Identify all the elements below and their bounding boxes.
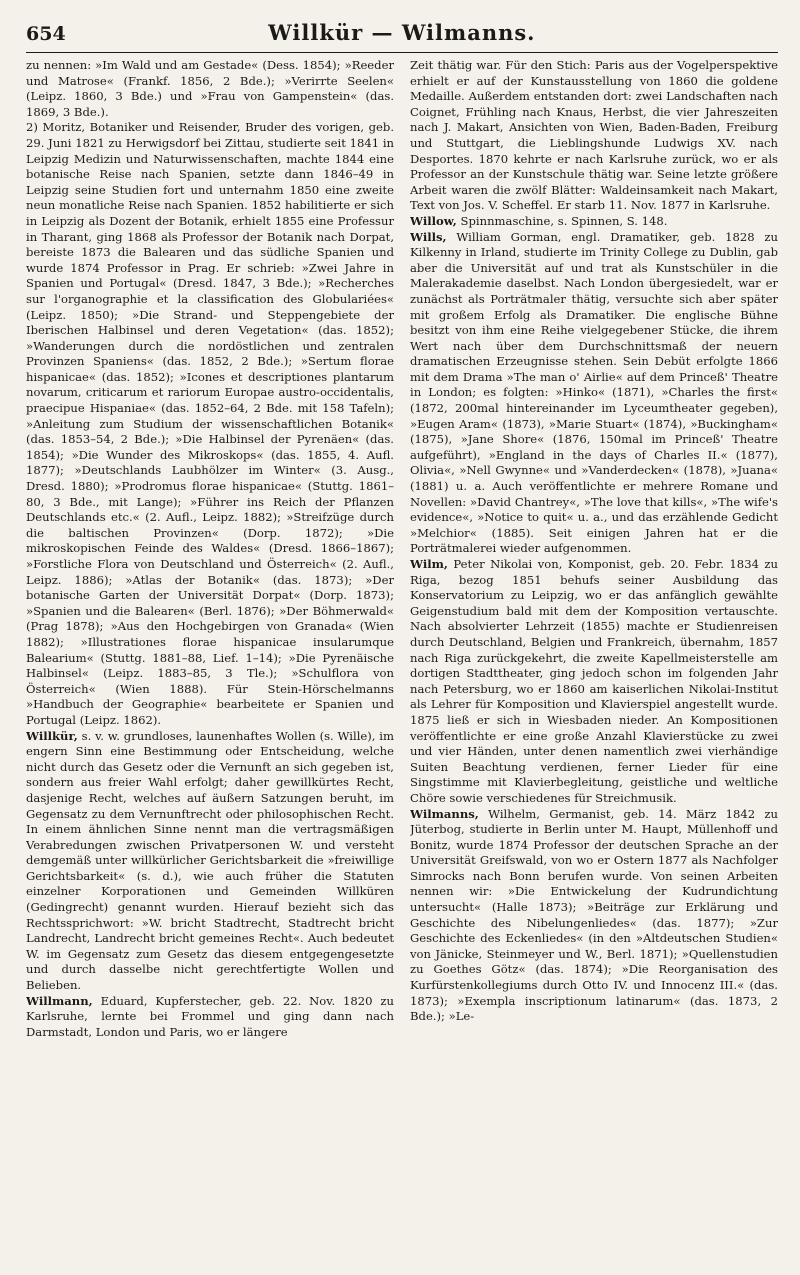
page-header [26, 20, 778, 50]
entry-text: Spinnmaschine, s. Spinnen, S. 148. [456, 213, 668, 228]
entry-text: 2) Moritz, Botaniker und Reisender, Bruder des vorigen, geb. 29. Juni 1821 zu Herwigsdorf bei Zittau, studierte seit 1841 in Leipzig Medizin und Naturwissenschaften, machte 1844 eine botanische Reise nach Spanien, setzte dann 1846–49 in Leipzig seine Studien fort und unternahm 1850 eine zweite neun monatliche Reise nach Spanien. 1852 habilitierte er sich in Leipzig als Dozent der Botanik, erhielt 1855 eine Professur in Tharant, ging 1868 als Professor der Botanik nach Dorpat, bereiste 1873 die Balearen und das südliche Spanien und wurde 1874 Professor in Prag. Er schrieb: »Zwei Jahre in Spanien und Portugal« (Dresd. 1847, 3 Bde.); »Recherches sur l'organographie et la classification des Globulariées« (Leipz. 1850); »Die Strand- und Steppengebiete der Iberischen Halbinsel und deren Vegetation« (das. 1852); »Wanderungen durch die nordöstlichen und zentralen Provinzen Spaniens« (das. 1852, 2 Bde.); »Sertum florae hispanicae« (das. 1852); »Icones et descriptiones plantarum novarum, criticarum et rariorum Europae austro-occidentalis, praecipue Hispaniae« (das. 1852–64, 2 Bde. mit 158 Tafeln); »Anleitung zum Studium der wissenschaftlichen Botanik« (das. 1853–54, 2 Bde.); »Die Halbinsel der Pyrenäen« (das. 1854); »Die Wunder des Mikroskops« (das. 1855, 4. Aufl. 1877); »Deutschlands Laubhölzer im Winter« (3. Ausg., Dresd. 1880); »Prodromus florae hispanicae« (Stuttg. 1861–80, 3 Bde., mit Lange); »Führer ins Reich der Pflanzen Deutschlands etc.« (2. Aufl., Leipz. 1882); »Streifzüge durch die baltischen Provinzen« (Dorp. 1872); »Die mikroskopischen Feinde des Waldes« (Dresd. 1866–1867); »Forstliche Flora von Deutschland und Österreich« (2. Aufl., Leipz. 1886); »Atlas der Botanik« (das. 1873); »Der botanische Garten der Universität Dorpat« (Dorp. 1873); »Spanien und die Balearen« (Berl. 1876); »Der Böhmerwald« (Prag 1878); »Aus den Hochgebirgen von Granada« (Wien 1882); »Illustrationes florae hispanicae insularumque Balearium« (Stuttg. 1881–88, Lief. 1–14); »Die Pyrenäische Halbinsel« (Leipz. 1883–85, 3 Tle.); »Schulflora von Österreich« (Wien 1888). Für Stein-Hörschelmanns »Handbuch der Geographie« bearbeitete er Spanien und Portugal (Leipz. 1862). [26, 120, 394, 727]
entry-willkuer [26, 729, 394, 994]
left-column [26, 58, 394, 1267]
entry-wilmanns [410, 807, 778, 1025]
headword: Wilmanns, [410, 806, 479, 821]
text-columns [26, 58, 778, 1267]
entry-text: Zeit thätig war. Für den Stich: Paris aus der Vogelperspektive erhielt er auf der Kunstausstellung von 1860 die goldene Medaille. Außerdem entstanden dort: zwei Landschaften nach Coignet, Frühling nach Knaus, Herbst, die vier Jahreszeiten nach J. Makart, Ansichten von Wien, Baden-Baden, Freiburg und Stuttgart, die Lieblingshunde Ludwigs XV. nach Desportes. 1870 kehrte er nach Karlsruhe zurück, wo er als Professor an der Kunstschule thätig war. Seine letzte größere Arbeit waren die zwölf Blätter: Waldeinsamkeit nach Makart, Text von Jos. V. Scheffel. Er starb 11. Nov. 1877 in Karlsruhe. [410, 58, 778, 213]
headword: Wilm, [410, 557, 448, 571]
headword: Willow, [410, 213, 457, 228]
headword: Willkür, [26, 728, 78, 743]
entry-text: Eduard, Kupferstecher, geb. 22. Nov. 1820 zu Karlsruhe, lernte bei Frommel und ging dann nach Darmstadt, London und Paris, wo er längere [26, 993, 394, 1039]
entry-willow [410, 214, 778, 230]
headword: Willmann, [26, 993, 93, 1008]
header-rule [26, 52, 778, 53]
running-title: Willkür — Wilmanns. [268, 20, 536, 45]
entry-continuation [410, 58, 778, 214]
entry-willmann [26, 994, 394, 1041]
entry-willkomm-moritz [26, 120, 394, 728]
entry-wills [410, 230, 778, 557]
entry-continuation [26, 58, 394, 120]
entry-text: William Gorman, engl. Dramatiker, geb. 1828 zu Kilkenny in Irland, studierte im Trinity College zu Dublin, gab aber die Universität auf und trat als Kunstschüler in die Malerakademie daselbst. Nach London übergesiedelt, war er zunächst als Porträtmaler thätig, versuchte sich aber später mit großem Erfolg als Dramatiker. Die englische Bühne besitzt von ihm eine Reihe vielgegebener Stücke, die ihrem Wert nach über dem Durchschnittsmaß der neuern dramatischen Erzeugnisse stehen. Sein Debüt erfolgte 1866 mit dem Drama »The man o' Airlie« auf dem Princeß' Theatre in London; es folgten: »Hinko« (1871), »Charles the first« (1872, 200mal hintereinander im Lyceumtheater gegeben), »Eugen Aram« (1873), »Marie Stuart« (1874), »Buckingham« (1875), »Jane Shore« (1876, 150mal im Princeß' Theatre aufgeführt), »England in the days of Charles II.« (1877), Olivia«, »Nell Gwynne« und »Vanderdecken« (1878), »Juana« (1881) u. a. Auch veröffentlichte er mehrere Romane und Novellen: »David Chantrey«, »The love that kills«, »The wife's evidence«, »Notice to quit« u. a., und das erzählende Gedicht »Melchior« (1885). Seit einigen Jahren hat er die Porträtmalerei wieder aufgenommen. [410, 229, 778, 556]
entry-text: Peter Nikolai von, Komponist, geb. 20. Febr. 1834 zu Riga, bezog 1851 behufs seiner Ausbildung das Konservatorium zu Leipzig, wo er das anfänglich gewählte Geigenstudium bald mit dem der Komposition vertauschte. Nach absolvierter Lehrzeit (1855) machte er Studienreisen durch Deutschland, Belgien und Frankreich, übernahm, 1857 nach Riga zurückgekehrt, die zweite Kapellmeisterstelle am dortigen Stadttheater, ging jedoch schon im folgenden Jahr nach Petersburg, wo er 1860 am kaiserlichen Nikolai-Institut als Lehrer für Komposition und Klavierspiel angestellt wurde. 1875 ließ er sich in Wiesbaden nieder. An Kompositionen veröffentlichte er eine große Anzahl Klavierstücke zu zwei und vier Händen, unter denen namentlich zwei vierhändige Suiten Beachtung verdienen, ferner Lieder für eine Singstimme mit Klavierbegleitung, geistliche und weltliche Chöre sowie verschiedenes für Streichmusik. [410, 557, 778, 805]
entry-wilm [410, 557, 778, 807]
page-number: 654 [26, 23, 66, 45]
entry-text: zu nennen: »Im Wald und am Gestade« (Dess. 1854); »Reeder und Matrose« (Frankf. 1856, 2 Bde.); »Verirrte Seelen« (Leipz. 1860, 3 Bde.) und »Frau von Gampenstein« (das. 1869, 3 Bde.). [26, 58, 394, 119]
headword: Wills, [410, 229, 447, 244]
entry-text: s. v. w. grundloses, launenhaftes Wollen (s. Wille), im engern Sinn eine Bestimmung oder Entscheidung, welche nicht durch das Gesetz oder die Vernunft an sich gegeben ist, sondern aus freier Wahl erfolgt; daher gewillkürtes Recht, dasjenige Recht, welches auf äußern Satzungen beruht, im Gegensatz zu dem Vernunftrecht oder philosophischen Recht. In einem ähnlichen Sinne nennt man die vertragsmäßigen Verabredungen zwischen Privatpersonen W. und versteht demgemäß unter willkürlicher Gerichtsbarkeit die »freiwillige Gerichtsbarkeit« (s. d.), wie auch früher die Statuten einzelner Korporationen und Gemeinden Willküren (Gedingrecht) genannt wurden. Hierauf bezieht sich das Rechtssprichwort: »W. bricht Stadtrecht, Stadtrecht bricht Landrecht, Landrecht bricht gemeines Recht«. Auch bedeutet W. im Gegensatz zum Gesetz das diesem entgegengesetzte und durch dasselbe nicht gerechtfertigte Wollen und Belieben. [26, 728, 394, 993]
right-column [410, 58, 778, 1267]
entry-text: Wilhelm, Germanist, geb. 14. März 1842 zu Jüterbog, studierte in Berlin unter M. Haupt, Müllenhoff und Bonitz, wurde 1874 Professor der deutschen Sprache an der Universität Greifswald, von wo er Ostern 1877 als Nachfolger Simrocks nach Bonn berufen wurde. Von seinen Arbeiten nennen wir: »Die Entwickelung der Kudrundichtung untersucht« (Halle 1873); »Beiträge zur Erklärung und Geschichte des Nibelungenliedes« (das. 1877); »Zur Geschichte des Eckenliedes« (in den »Altdeutschen Studien« von Jänicke, Steinmeyer und W., Berl. 1871); »Quellenstudien zu Goethes Götz« (das. 1874); »Die Reorganisation des Kurfürstenkollegiums durch Otto IV. und Innocenz III.« (das. 1873); »Exempla inscriptionum latinarum« (das. 1873, 2 Bde.); »Le- [410, 806, 778, 1024]
